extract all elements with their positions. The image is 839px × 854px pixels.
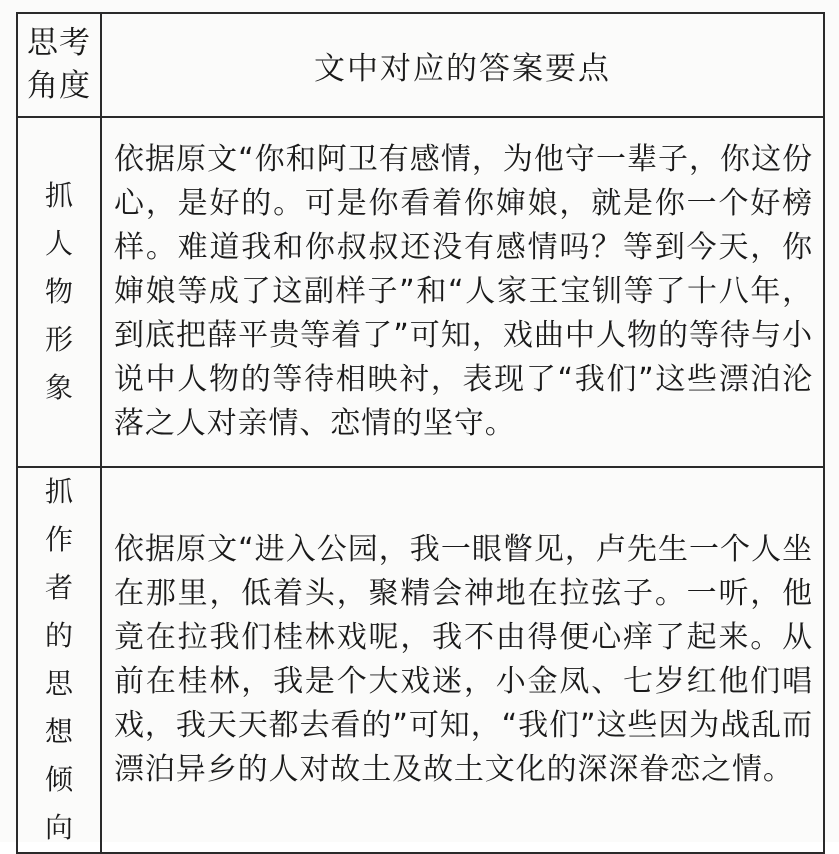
- row-points-cell: [101, 467, 824, 853]
- header-angle-cell: [17, 13, 101, 117]
- table-header-row: [17, 13, 824, 117]
- row-angle-cell: [17, 117, 101, 467]
- row-angle-cell: [17, 467, 101, 853]
- header-angle-label: 思考角度: [27, 25, 91, 104]
- row-angle-label: 抓作者的思想倾向: [44, 475, 73, 844]
- header-points-cell: [101, 13, 824, 117]
- table-row: [17, 117, 824, 467]
- row-points-cell: [101, 117, 824, 467]
- header-points-label: 文中对应的答案要点: [314, 50, 611, 87]
- table-row: [17, 467, 824, 853]
- row-points-text: 依据原文“你和阿卫有感情，为他守一辈子，你这份心，是好的。可是你看着你婶娘，就是你一个好榜样。难道我和你叔叔还没有感情吗？等到今天，你婶娘等成了这副样子”和“人家王宝钏等了十八年，到底把薛平贵等着了”可知，戏曲中人物的等待与小说中人物的等待相映衬，表现了“我们”这些漂泊沦落之人对亲情、恋情的坚守。: [114, 142, 813, 441]
- answer-table: [16, 12, 825, 854]
- row-angle-label: 抓人物形象: [44, 179, 73, 404]
- row-points-text: 依据原文“进入公园，我一眼瞥见，卢先生一个人坐在那里，低着头，聚精会神地在拉弦子。一听，他竟在拉我们桂林戏呢，我不由得便心痒了起来。从前在桂林，我是个大戏迷，小金凤、七岁红他们唱戏，我天天都去看的”可知，“我们”这些因为战乱而漂泊异乡的人对故土及故土文化的深深眷恋之情。: [114, 532, 813, 787]
